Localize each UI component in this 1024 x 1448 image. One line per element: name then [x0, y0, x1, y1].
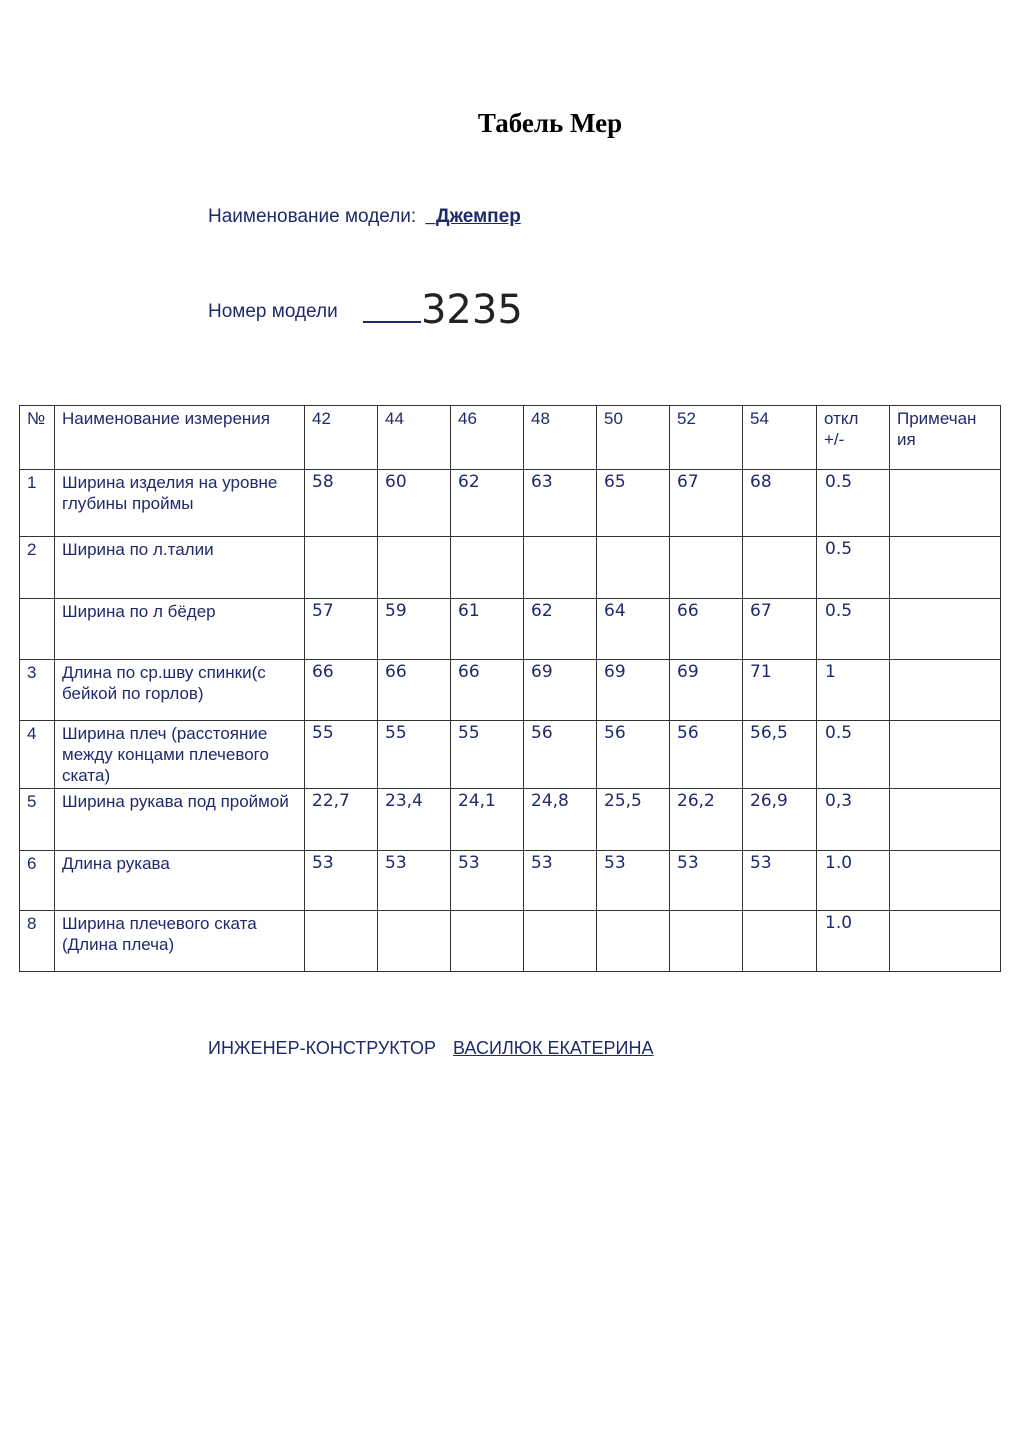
measurement-value: 62 — [451, 470, 524, 537]
measurement-value — [743, 911, 817, 972]
measurement-value — [743, 537, 817, 599]
model-name-value: _Джемпер — [425, 206, 521, 227]
measurement-value: 53 — [305, 851, 378, 911]
tolerance-value: 1.0 — [817, 911, 890, 972]
measurement-value: 56 — [670, 721, 743, 789]
header-notes: Примечан ия — [890, 406, 1001, 470]
row-number: 8 — [20, 911, 55, 972]
measurement-name: Ширина рукава под проймой — [55, 789, 305, 851]
footer-signature — [208, 1038, 653, 1059]
table-header-row — [20, 406, 1001, 470]
measurement-value: 61 — [451, 599, 524, 660]
header-size: 46 — [451, 406, 524, 470]
measurement-value: 67 — [670, 470, 743, 537]
measurement-value: 56,5 — [743, 721, 817, 789]
model-number-label: Номер модели — [208, 301, 338, 322]
measurement-name: Длина рукава — [55, 851, 305, 911]
note-cell — [890, 660, 1001, 721]
measurement-value: 23,4 — [378, 789, 451, 851]
measurement-value: 56 — [524, 721, 597, 789]
measurement-value: 26,9 — [743, 789, 817, 851]
note-cell — [890, 721, 1001, 789]
model-name-line — [208, 206, 521, 228]
measurement-value — [597, 911, 670, 972]
note-cell — [890, 537, 1001, 599]
measurement-name: Ширина плеч (расстояние между концами плечевого ската) — [55, 721, 305, 789]
row-number: 2 — [20, 537, 55, 599]
measurement-value — [378, 537, 451, 599]
measurement-name: Ширина по л бёдер — [55, 599, 305, 660]
tolerance-value: 0,3 — [817, 789, 890, 851]
measurement-value: 53 — [524, 851, 597, 911]
table-row — [20, 660, 1001, 721]
measurement-value — [597, 537, 670, 599]
measurement-value: 71 — [743, 660, 817, 721]
table-row — [20, 789, 1001, 851]
header-size: 44 — [378, 406, 451, 470]
measurement-value: 69 — [670, 660, 743, 721]
measurement-value: 59 — [378, 599, 451, 660]
header-no: № — [20, 406, 55, 470]
tolerance-value: 0.5 — [817, 599, 890, 660]
measurement-value: 22,7 — [305, 789, 378, 851]
measurement-value: 66 — [451, 660, 524, 721]
measurement-value — [524, 537, 597, 599]
measurement-value: 24,8 — [524, 789, 597, 851]
measurement-value: 66 — [670, 599, 743, 660]
model-number-blank — [363, 321, 421, 323]
page-title: Табель Мер — [477, 108, 623, 138]
measurement-value — [670, 911, 743, 972]
tolerance-value: 1 — [817, 660, 890, 721]
header-size: 48 — [524, 406, 597, 470]
measurement-value — [451, 537, 524, 599]
measurement-value — [451, 911, 524, 972]
measurement-name: Ширина по л.талии — [55, 537, 305, 599]
row-number: 3 — [20, 660, 55, 721]
table-row — [20, 721, 1001, 789]
tolerance-value: 0.5 — [817, 721, 890, 789]
measurement-value: 53 — [670, 851, 743, 911]
measurements-table — [19, 405, 1001, 972]
measurement-value: 58 — [305, 470, 378, 537]
table-row — [20, 851, 1001, 911]
measurement-value — [524, 911, 597, 972]
measurement-value: 69 — [597, 660, 670, 721]
header-size: 52 — [670, 406, 743, 470]
measurement-value: 55 — [305, 721, 378, 789]
measurement-value: 55 — [451, 721, 524, 789]
note-cell — [890, 470, 1001, 537]
tolerance-value: 1.0 — [817, 851, 890, 911]
row-number: 6 — [20, 851, 55, 911]
table-row — [20, 911, 1001, 972]
header-name: Наименование измерения — [55, 406, 305, 470]
note-cell — [890, 911, 1001, 972]
model-name-label: Наименование модели: — [208, 206, 417, 227]
measurement-value: 24,1 — [451, 789, 524, 851]
measurement-value: 53 — [597, 851, 670, 911]
table-row — [20, 470, 1001, 537]
measurement-value — [305, 537, 378, 599]
measurement-value: 64 — [597, 599, 670, 660]
measurement-value: 56 — [597, 721, 670, 789]
measurement-value: 53 — [451, 851, 524, 911]
measurement-value — [378, 911, 451, 972]
engineer-name: ВАСИЛЮК ЕКАТЕРИНА — [453, 1038, 654, 1058]
measurement-value: 65 — [597, 470, 670, 537]
measurement-value: 57 — [305, 599, 378, 660]
row-number — [20, 599, 55, 660]
measurement-value: 68 — [743, 470, 817, 537]
measurement-value — [670, 537, 743, 599]
measurement-value — [305, 911, 378, 972]
measurement-value: 67 — [743, 599, 817, 660]
table-row — [20, 599, 1001, 660]
row-number: 4 — [20, 721, 55, 789]
header-size: 42 — [305, 406, 378, 470]
note-cell — [890, 789, 1001, 851]
measurement-name: Ширина изделия на уровне глубины проймы — [55, 470, 305, 537]
tolerance-value: 0.5 — [817, 537, 890, 599]
measurement-name: Длина по ср.шву спинки(с бейкой по горлов) — [55, 660, 305, 721]
measurement-value: 26,2 — [670, 789, 743, 851]
header-tolerance: откл +/- — [817, 406, 890, 470]
measurement-value: 60 — [378, 470, 451, 537]
row-number: 5 — [20, 789, 55, 851]
model-number-value: 3235 — [420, 287, 523, 333]
note-cell — [890, 851, 1001, 911]
note-cell — [890, 599, 1001, 660]
measurement-value: 25,5 — [597, 789, 670, 851]
model-number-line — [208, 287, 523, 333]
measurement-value: 66 — [378, 660, 451, 721]
row-number: 1 — [20, 470, 55, 537]
measurement-value: 53 — [378, 851, 451, 911]
tolerance-value: 0.5 — [817, 470, 890, 537]
measurement-value: 63 — [524, 470, 597, 537]
measurement-name: Ширина плечевого ската (Длина плеча) — [55, 911, 305, 972]
measurement-value: 53 — [743, 851, 817, 911]
engineer-role: ИНЖЕНЕР-КОНСТРУКТОР — [208, 1038, 436, 1058]
measurement-value: 66 — [305, 660, 378, 721]
table-row — [20, 537, 1001, 599]
header-size: 54 — [743, 406, 817, 470]
header-size: 50 — [597, 406, 670, 470]
measurement-value: 62 — [524, 599, 597, 660]
measurement-value: 55 — [378, 721, 451, 789]
measurement-value: 69 — [524, 660, 597, 721]
